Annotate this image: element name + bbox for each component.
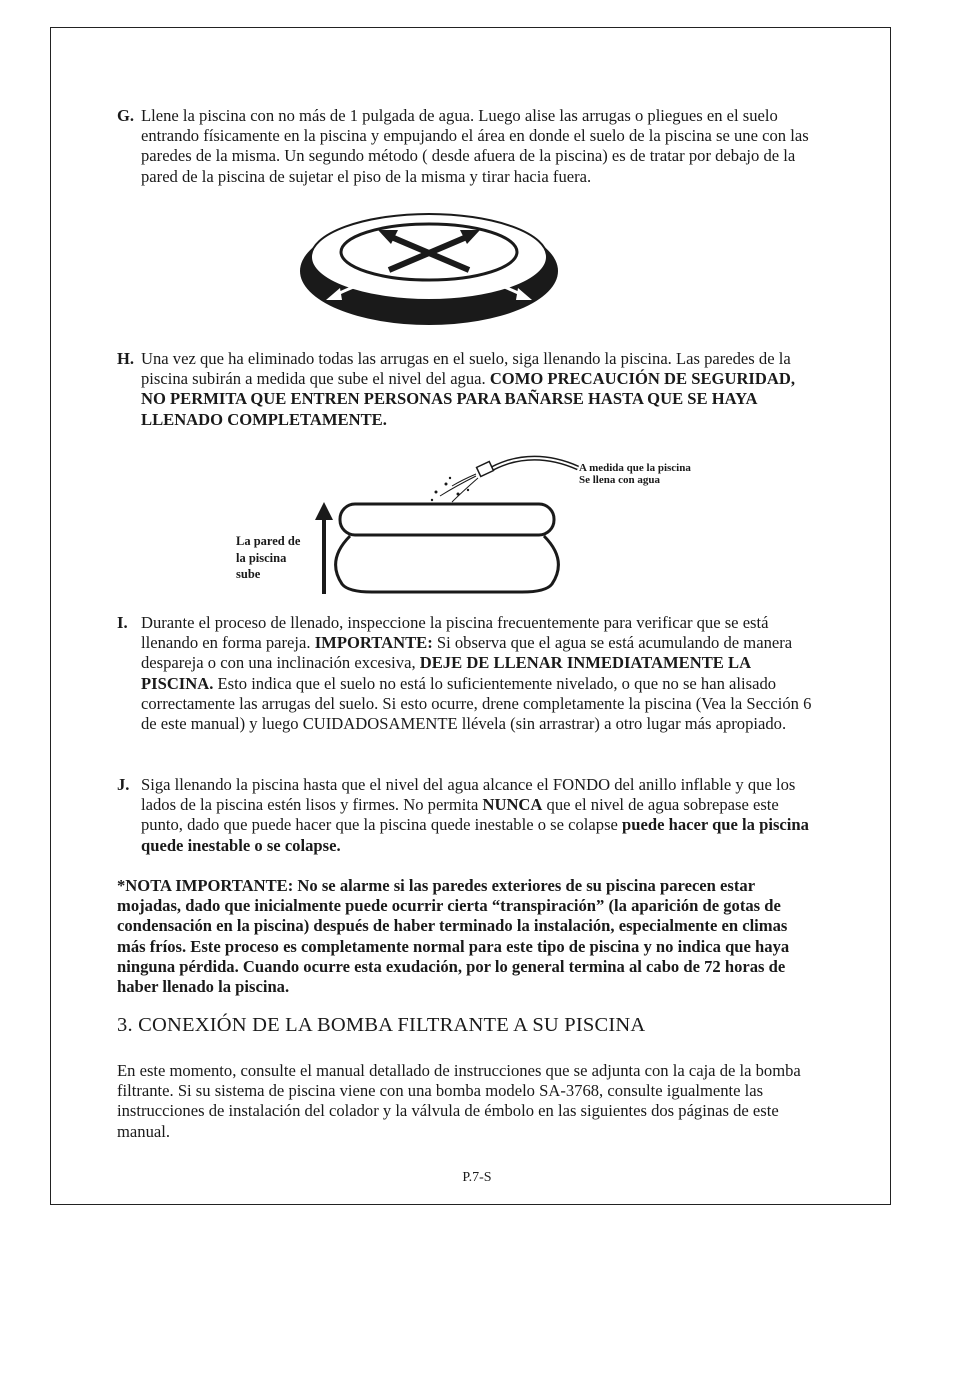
step-i-part-3: Esto indica que el suelo no está lo suficientemente nivelado, o que no se han alisado correctamente las arrugas del suelo. Si esto ocurre, drene completamente la piscina (Vea la Sección 6 de este manual) y luego CUIDADOSAMENTE llévela (sin arrastrar) a otro lugar más apropiado. [141,673,812,734]
step-h-letter: H. [117,349,135,368]
step-j-part-2: que el nivel de agua sobrepase este punto, dado que puede hacer que la piscina quede inestable o se colapse [141,795,779,835]
step-j-part-1: Siga llenando la piscina hasta que el nivel del agua alcance el FONDO del anillo inflable y que los lados de la piscina estén lisos y firmes. No permita [141,775,796,815]
hose-label [579,462,691,486]
wall-label-line-1: La pared de [236,534,301,548]
wall-label-line-3: sube [236,567,261,581]
step-j-text [141,775,812,856]
step-i [117,613,812,734]
step-g-text: Llene la piscina con no más de 1 pulgada de agua. Luego alise las arrugas o pliegues en el suelo entrando físicamente en la piscina y empujando el área en donde el suelo de la piscina se une con las paredes de la misma. Un segundo método ( desde afuera de la piscina) es de tratar por debajo de la pared de la piscina de sujetar el piso de la misma y tirar hacia fuera. [141,106,809,186]
step-j [117,775,812,856]
wall-label-line-2: la piscina [236,550,287,565]
hose-label-line-2: Se llena con agua [579,474,660,486]
section-text: En este momento, consulte el manual detallado de instrucciones que se adjunta con la caja de la bomba filtrante. Si su sistema de piscina viene con una bomba modelo SA-3768, consulte igualmente las instrucciones de instalación del colador y la válvula de émbolo en las siguientes dos páginas de este manual. [117,1061,801,1141]
step-i-part-1: Durante el proceso de llenado, inspeccione la piscina frecuentemente para verificar que se está llenando en forma pareja. [141,613,769,653]
section-heading: 3. CONEXIÓN DE LA BOMBA FILTRANTE A SU PISCINA [117,1014,646,1036]
step-g [117,106,812,187]
step-h-warning: COMO PRECAUCIÓN DE SEGURIDAD, NO PERMITA QUE ENTREN PERSONAS PARA BAÑARSE HASTA QUE SE HAYA LLENADO COMPLETAMENTE. [141,369,795,429]
hose-label-line-1: A medida que la piscina [579,462,691,474]
step-j-never: NUNCA [482,795,543,815]
step-j-warning: puede hacer que la piscina quede inestable o se colapse. [141,815,809,855]
step-h-plain: Una vez que ha eliminado todas las arrugas en el suelo, siga llenando la piscina. Las paredes de la piscina subirán a medida que sube el nivel del agua. [141,349,791,389]
wall-label [236,533,300,583]
step-i-important: IMPORTANTE: [314,633,433,653]
step-i-text [141,613,812,734]
step-h [117,349,812,430]
pool-top-view-figure [296,208,562,330]
step-h-text [141,349,812,430]
page-number: P.7-S [462,1170,492,1185]
step-j-letter: J. [117,775,130,794]
step-i-stop-filling: DEJE DE LLENAR INMEDIATAMENTE LA PISCINA. [141,653,751,693]
step-i-part-2: Si observa que el agua se está acumulando de manera despareja o con una inclinación excesiva, [141,633,793,673]
step-g-letter: G. [117,106,135,125]
pool-filling-figure [312,448,582,598]
important-note: *NOTA IMPORTANTE: No se alarme si las paredes exteriores de su piscina parecen estar mojadas, dado que inicialmente puede ocurrir cierta “transpiración” (la aparición de gotas de condensación en la piscina) después de haber terminado la instalación, especialmente en climas más fríos. Este proceso es completamente normal para este tipo de piscina y no indica que haya ninguna pérdida. Cuando ocurre esta exudación, por lo general termina al cabo de 72 horas de haber llenado la piscina. [117,876,790,997]
step-i-letter: I. [117,613,128,632]
